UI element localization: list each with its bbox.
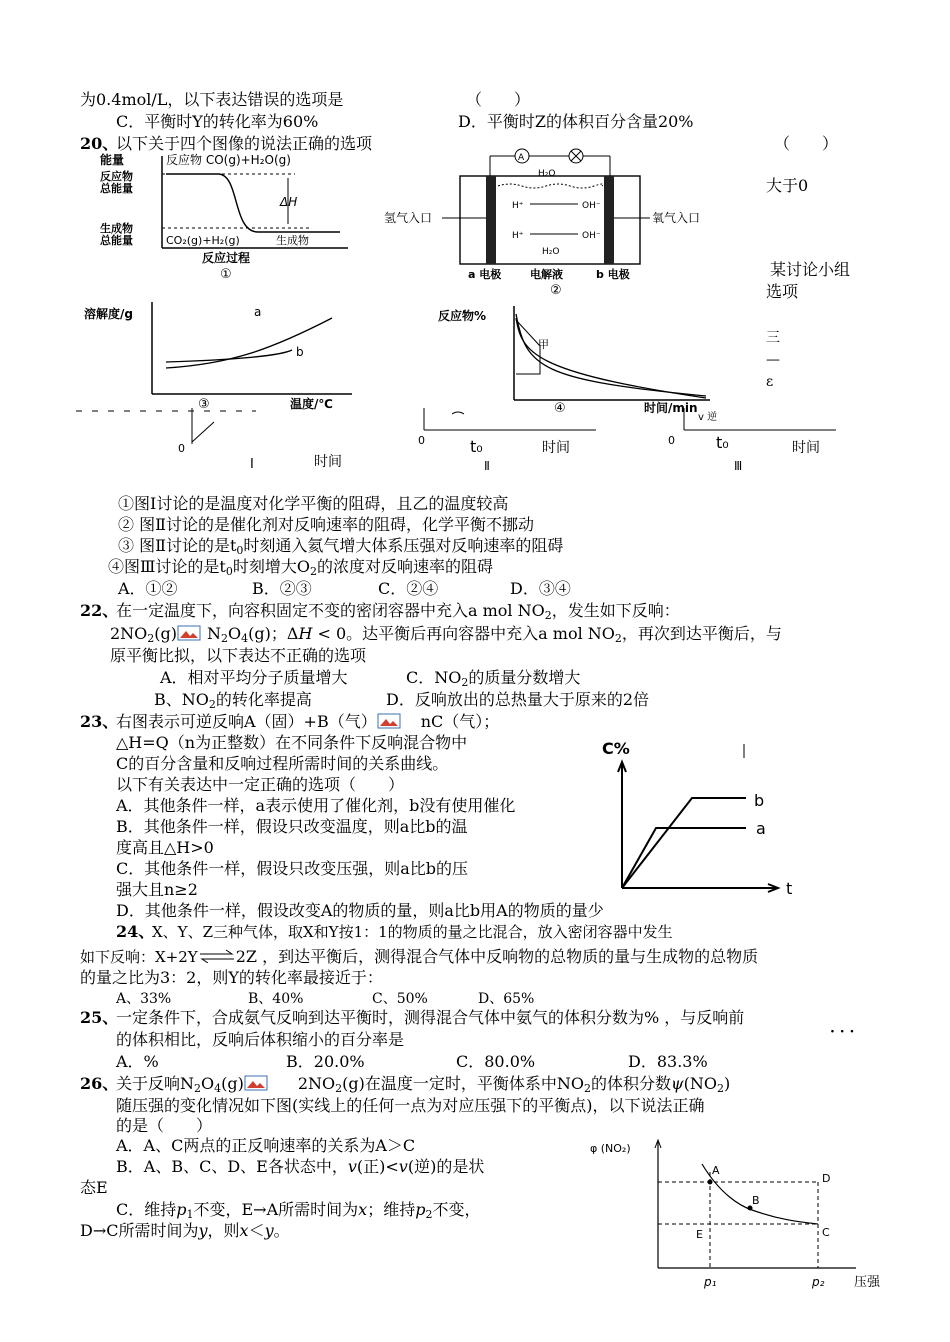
q24-option-c: C、50% — [372, 991, 428, 1007]
q23-curve-a — [622, 828, 746, 888]
q23-line-4: 以下有关表达中一定正确的选项（ ） — [116, 775, 405, 794]
q24-option-b: B、40% — [248, 991, 304, 1007]
q25-option-d: D．83.3% — [628, 1052, 708, 1071]
graph1-origin: 0 — [178, 442, 185, 455]
q23-number: 23、 — [80, 712, 119, 731]
q24-option-a: A、33% — [116, 991, 172, 1007]
q26-option-c-2: D→C所需时间为y，则x＜y。 — [80, 1221, 290, 1240]
fig4-curve-2 — [516, 318, 706, 398]
fuel-cell-figure — [380, 146, 720, 296]
q23-option-a: A．其他条件一样，a表示使用了催化剂，b没有使用催化 — [116, 796, 516, 815]
q26-point-a — [708, 1180, 713, 1185]
q22-line-1: 在一定温度下，向容积固定不变的密闭容器中充入a mol $NO_2$，发生如下反响： — [116, 601, 680, 622]
graph2-t0: t₀ — [470, 437, 483, 456]
q23-option-d: D．其他条件一样，假设改变A的物质的量，则a比b用A的物质的量少 — [116, 901, 604, 920]
reactant-time-figure — [430, 302, 720, 414]
fig2-electrode-b — [604, 176, 614, 264]
q19-option-c: C．平衡时Y的转化率为60% — [116, 112, 319, 131]
graph3-roman: Ⅲ — [734, 459, 743, 473]
q21-option-d: D．③④ — [510, 579, 571, 598]
q22-line-3: 原平衡比拟，以下表达不正确的选项 — [110, 646, 367, 665]
clipped-mark-2: — — [766, 352, 780, 368]
q21-statement-4: ④图Ⅲ讨论的是$t_0$时刻增大$O_2$的浓度对反响速率的阻碍 — [108, 557, 494, 578]
fig3-label-a: a — [254, 305, 262, 319]
q23-option-b-2: 度高且△H>0 — [116, 838, 214, 857]
q19-paren: （ ） — [466, 90, 531, 109]
fig2-number: ② — [550, 283, 562, 296]
q23-line-1: 右图表示可逆反响A（固）+B（气） nC（气）； — [116, 712, 500, 731]
q26-option-b-1: B．A、B、C、D、E各状态中，v(正)<v(逆)的是状 — [116, 1157, 485, 1176]
q21-statement-1: ①图Ⅰ讨论的是温度对化学平衡的阻碍，且乙的温度较高 — [118, 494, 509, 513]
q23-option-c-2: 强大且n≥2 — [116, 880, 198, 899]
q26-option-c-1: C．维持$p_1$不变，E→A所需时间为x；维持$p_2$不变， — [116, 1200, 481, 1221]
q20-stem: 以下关于四个图像的说法正确的选项 — [116, 134, 373, 153]
graph3-time: 时间 — [792, 440, 820, 456]
solubility-figure — [80, 298, 370, 414]
graph2-roman: Ⅱ — [484, 459, 490, 473]
q24-number: 24、 — [116, 922, 155, 941]
q26-option-a: A．A、C两点的正反响速率的关系为A＞C — [116, 1136, 416, 1155]
fig3-ylabel: 溶解度/g — [84, 307, 133, 321]
q23-graph-xlabel: t — [786, 879, 793, 898]
fig2-hplus-2: H⁺ — [512, 231, 524, 241]
q23-option-b-1: B．其他条件一样，假设只改变温度，则a比b的温 — [116, 817, 468, 836]
fig2-b-electrode-label: b 电极 — [596, 268, 630, 281]
q26-label-d: D — [822, 1172, 831, 1185]
fig2-oh-2: OH⁻ — [582, 231, 601, 241]
fig4-curve-label: 甲 — [538, 338, 549, 351]
fig1-product-label-1: 生成物 — [100, 222, 133, 235]
fig4-xlabel: 时间/min — [644, 401, 698, 414]
graph2-origin: 0 — [418, 434, 425, 447]
q26-label-p1: p₁ — [704, 1275, 717, 1289]
q26-graph-ylabel: φ (NO₂) — [590, 1142, 631, 1155]
q23-label-a: a — [756, 819, 766, 838]
q21-graphs — [76, 408, 836, 474]
fig2-h2o-bottom: H₂O — [542, 247, 560, 257]
fig2-electrolyte-label: 电解液 — [530, 268, 563, 281]
q25-line-1: 一定条件下，合成氨气反响到达平衡时，测得混合气体中氨气的体积分数为% ，与反响前 — [116, 1008, 745, 1027]
q22-option-d: D．反响放出的总热量大于原来的2倍 — [386, 690, 650, 709]
q23-graph-ylabel: C% — [602, 739, 630, 758]
broken-image-icon — [244, 1075, 268, 1091]
q23-line-2: △H=Q（n为正整数）在不同条件下反响混合物中 — [116, 733, 468, 752]
svg-text:v 逆: v 逆 — [698, 412, 718, 423]
fig1-reactant-label-2: 总能量 — [100, 182, 133, 195]
fig1-energy-curve — [166, 174, 340, 232]
q26-line-2: 随压强的变化情况如下图(实线上的任何一点为对应压强下的平衡点)，以下说法正确 — [116, 1096, 705, 1115]
q23-label-b: b — [754, 791, 765, 810]
fig3-curve-b — [166, 350, 292, 362]
fig1-xlabel: 反应过程 — [202, 251, 251, 265]
q23-option-c-1: C．其他条件一样，假设只改变压强，则a比b的压 — [116, 859, 469, 878]
q23-line-3: C的百分含量和反响过程所需时间的关系曲线。 — [116, 754, 449, 773]
fig1-number: ① — [220, 267, 232, 280]
graph3-origin: 0 — [668, 434, 675, 447]
fig2-oh-1: OH⁻ — [582, 201, 601, 211]
fig4-curve-1 — [516, 314, 706, 396]
fig3-xlabel: 温度/℃ — [290, 397, 333, 411]
q20-number: 20、 — [80, 134, 119, 153]
q24-line-3: 的量之比为3：2，则Y的转化率最接近于： — [80, 968, 383, 987]
q20-side-fragment-3: 选项 — [766, 282, 799, 301]
clipped-mark-1: 三 — [766, 330, 780, 346]
q22-option-b: B、$NO_2$的转化率提高 — [154, 690, 312, 711]
equilibrium-arrow-icon — [198, 949, 236, 963]
q22-option-a: A．相对平均分子质量增大 — [160, 668, 348, 687]
q24-line-2: 如下反响：X+2Y 2Z ，到达平衡后，测得混合气体中反响物的总物质的量与生成物的总物质 — [80, 947, 759, 966]
q26-label-a: A — [712, 1164, 720, 1177]
fig4-number: ④ — [554, 401, 566, 414]
fig1-product-formula: CO₂(g)+H₂(g) — [166, 234, 240, 247]
q22-number: 22、 — [80, 601, 119, 620]
q26-graph — [590, 1136, 900, 1296]
energy-diagram-figure — [100, 152, 370, 280]
fig2-h2-inlet-label: 氢气入口 — [384, 211, 433, 225]
q22-option-c: C．$NO_2$的质量分数增大 — [406, 668, 581, 689]
q25-line-2: 的体积相比，反响后体积缩小的百分率是 — [116, 1030, 405, 1049]
q20-paren: （ ） — [774, 134, 839, 153]
q26-line-3: 的是（ ） — [116, 1116, 213, 1135]
svg-text:A: A — [518, 153, 525, 163]
fig1-ylabel: 能量 — [100, 153, 125, 167]
fig1-reactant-label-1: 反应物 — [100, 170, 133, 183]
q19-tail: 为0.4mol/L，以下表达错误的选项是 — [80, 90, 344, 109]
clipped-mark-3: ɛ — [766, 374, 774, 390]
q21-option-a: A．①② — [118, 579, 178, 598]
fig3-number: ③ — [198, 397, 210, 412]
q24-option-d: D、65% — [478, 991, 535, 1007]
fig3-label-b: b — [296, 345, 304, 359]
q24-line-1: X、Y、Z三种气体，取X和Y按1：1的物质的量之比混合，放入密闭容器中发生 — [152, 923, 673, 941]
q25-emphasis-dots: · · · — [830, 1024, 855, 1040]
graph1-roman: Ⅰ — [250, 457, 254, 472]
q23-graph — [596, 732, 806, 898]
fig2-h2o-top: H₂O — [538, 169, 556, 179]
broken-image-icon — [177, 625, 201, 641]
fig2-liquid-surface — [498, 184, 603, 188]
fig4-ylabel: 反应物% — [438, 309, 487, 323]
q26-line-1: 关于反响$N_2O_4(g)$ $2NO_2(g)$在温度一定时，平衡体系中$NO_2$的体积分数$\psi(NO_2)$ — [116, 1074, 731, 1095]
graph3-t0: t₀ — [716, 433, 729, 452]
fig2-hplus-1: H⁺ — [512, 201, 524, 211]
fig2-o2-inlet-label: 氧气入口 — [652, 211, 701, 225]
q26-number: 26、 — [80, 1074, 119, 1093]
fig1-reactant-title: 反应物 CO(g)+H₂O(g) — [166, 153, 291, 167]
q21-statement-2: ② 图Ⅱ讨论的是催化剂对反响速率的阻碍，化学平衡不挪动 — [118, 515, 534, 534]
q26-option-b-2: 态E — [80, 1178, 108, 1197]
graph1-time: 时间 — [314, 454, 342, 470]
q25-option-c: C．80.0% — [456, 1052, 536, 1071]
q20-side-fragment-1: 大于0 — [766, 176, 809, 195]
q22-line-2: $2NO_2(g)$ $N_2O_4(g)$；ΔH < 0。达平衡后再向容器中充入a mol $NO_2$，再次到达平衡后，与 — [110, 624, 782, 645]
q21-option-b: B．②③ — [252, 579, 312, 598]
q20-side-fragment-2: 某讨论小组 — [770, 260, 851, 279]
graph2-time: 时间 — [542, 440, 570, 456]
fig1-product-word: 生成物 — [276, 234, 309, 247]
q19-option-d: D．平衡时Z的体积百分含量20% — [458, 112, 694, 131]
q26-label-b: B — [752, 1194, 760, 1207]
q26-label-p2: p₂ — [812, 1275, 825, 1289]
q21-option-c: C．②④ — [378, 579, 439, 598]
q26-label-c: C — [822, 1226, 830, 1239]
q25-option-a: A．% — [116, 1052, 159, 1071]
q26-graph-xlabel: 压强 — [854, 1275, 881, 1290]
q23-curve-b — [622, 798, 746, 888]
fig1-dh-label: ΔH — [280, 195, 298, 209]
q21-statement-3: ③ 图Ⅱ讨论的是$t_0$时刻通入氦气增大体系压强对反响速率的阻碍 — [118, 536, 564, 557]
q25-number: 25、 — [80, 1008, 119, 1027]
broken-image-icon — [377, 713, 401, 729]
q25-option-b: B．20.0% — [286, 1052, 365, 1071]
fig1-product-label-2: 总能量 — [100, 234, 133, 247]
fig2-a-electrode-label: a 电极 — [468, 268, 502, 281]
q26-label-e: E — [696, 1228, 703, 1241]
fig2-electrode-a — [486, 176, 496, 264]
